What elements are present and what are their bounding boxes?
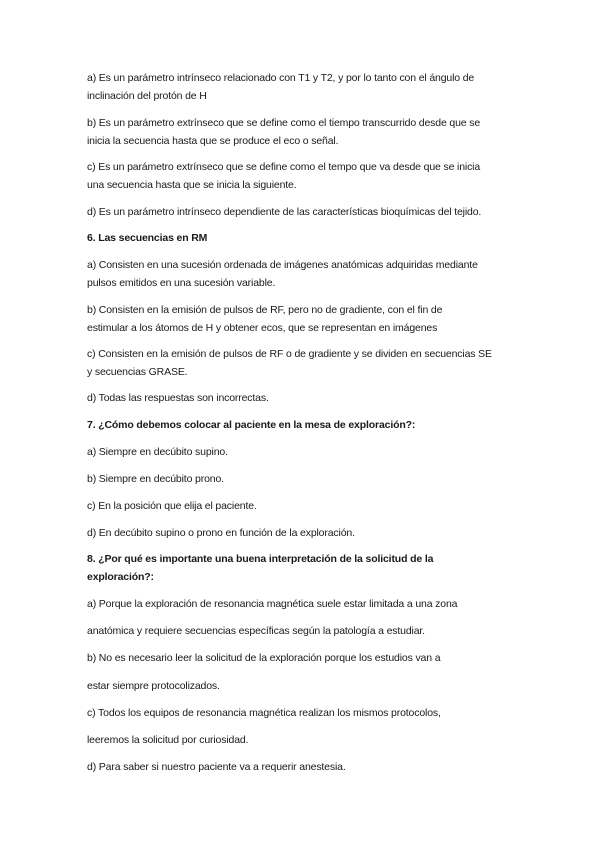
q7-option-a: a) Siempre en decúbito supino.	[87, 446, 228, 458]
q7-option-b: b) Siempre en decúbito prono.	[87, 473, 224, 485]
q5-option-c-line2: una secuencia hasta que se inicia la siguiente.	[87, 179, 297, 191]
q6-option-a-line1: a) Consisten en una sucesión ordenada de imágenes anatómicas adquiridas mediante	[87, 259, 478, 271]
q6-option-d: d) Todas las respuestas son incorrectas.	[87, 392, 269, 404]
q7-option-c: c) En la posición que elija el paciente.	[87, 500, 257, 512]
q5-option-d: d) Es un parámetro intrínseco dependiente de las características bioquímicas del tejido.	[87, 206, 482, 218]
q5-option-c-line1: c) Es un parámetro extrínseco que se define como el tempo que va desde que se inicia	[87, 161, 481, 173]
q6-option-c-line2: y secuencias GRASE.	[87, 366, 188, 378]
q5-option-a-line1: a) Es un parámetro intrínseco relacionado con T1 y T2, y por lo tanto con el ángulo de	[87, 72, 475, 84]
q7-option-d: d) En decúbito supino o prono en función de la exploración.	[87, 527, 355, 539]
q8-option-a-line1: a) Porque la exploración de resonancia magnética suele estar limitada a una zona	[87, 598, 458, 610]
q8-option-a-line2: anatómica y requiere secuencias específicas según la patología a estudiar.	[87, 625, 425, 637]
q8-title-line1: 8. ¿Por qué es importante una buena interpretación de la solicitud de la	[87, 553, 434, 565]
q7-title: 7. ¿Cómo debemos colocar al paciente en la mesa de exploración?:	[87, 419, 416, 431]
q8-title-line2: exploración?:	[87, 571, 154, 583]
q8-option-b-line1: b) No es necesario leer la solicitud de la exploración porque los estudios van a	[87, 652, 441, 664]
q6-title: 6. Las secuencias en RM	[87, 232, 208, 244]
q6-option-c-line1: c) Consisten en la emisión de pulsos de RF o de gradiente y se dividen en secuencias SE	[87, 348, 492, 360]
q8-option-d: d) Para saber si nuestro paciente va a requerir anestesia.	[87, 761, 346, 773]
q5-option-b-line2: inicia la secuencia hasta que se produce el eco o señal.	[87, 135, 339, 147]
q8-option-c-line1: c) Todos los equipos de resonancia magnética realizan los mismos protocolos,	[87, 707, 441, 719]
q5-option-b-line1: b) Es un parámetro extrínseco que se define como el tiempo transcurrido desde que se	[87, 117, 481, 129]
q8-option-c-line2: leeremos la solicitud por curiosidad.	[87, 734, 249, 746]
q5-option-a-line2: inclinación del protón de H	[87, 90, 207, 102]
q6-option-b-line1: b) Consisten en la emisión de pulsos de RF, pero no de gradiente, con el fin de	[87, 304, 443, 316]
q8-option-b-line2: estar siempre protocolizados.	[87, 680, 220, 692]
q6-option-b-line2: estimular a los átomos de H y obtener ecos, que se representan en imágenes	[87, 322, 438, 334]
q6-option-a-line2: pulsos emitidos en una sucesión variable.	[87, 277, 276, 289]
